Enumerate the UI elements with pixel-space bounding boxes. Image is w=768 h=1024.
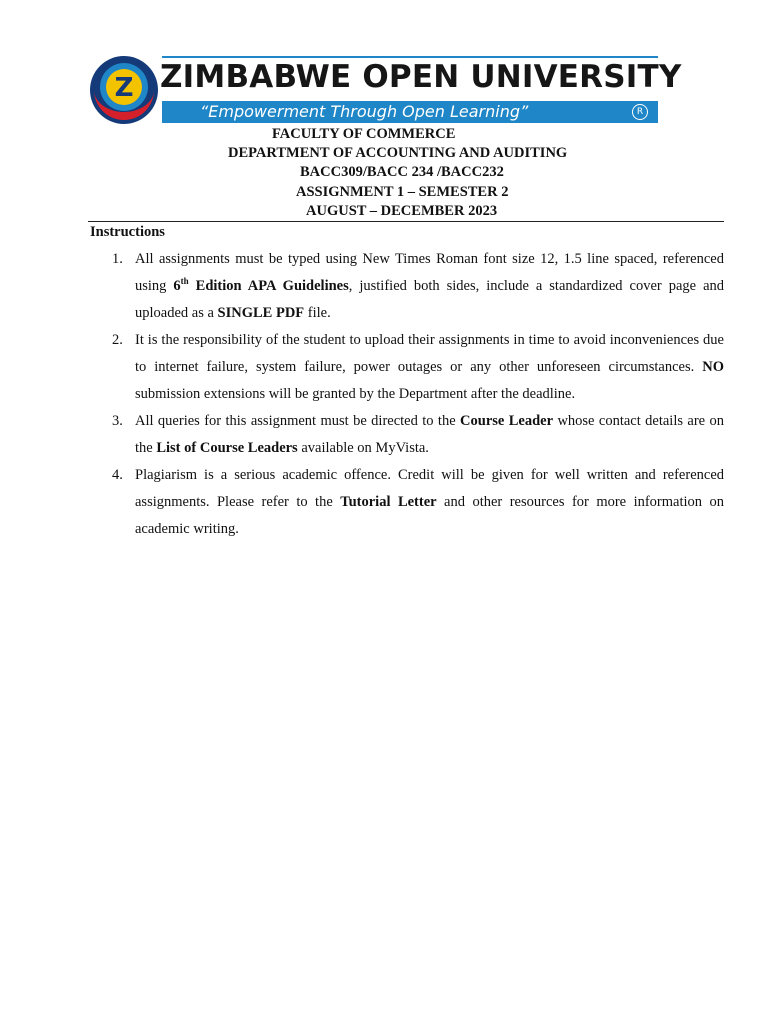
bold-run: SINGLE PDF [217, 305, 305, 321]
item-text [135, 327, 724, 408]
text-run: whose contact details are on the [135, 413, 724, 456]
course-codes: BACC309/BACC 234 /BACC232 [300, 164, 504, 180]
item-text [135, 246, 724, 327]
item-text [135, 462, 724, 543]
instructions-heading: Instructions [90, 224, 165, 240]
assignment-title: ASSIGNMENT 1 – SEMESTER 2 [296, 184, 509, 200]
text-run: submission extensions will be granted by the Department after the deadline. [135, 386, 576, 402]
superscript-run: th [180, 276, 189, 287]
logo-letter: Z [114, 73, 134, 103]
item-text [135, 408, 724, 462]
text-run: It is the responsibility of the student to upload their assignments in time to avoid inconveniences due to internet failure, system failure, power outages or any other unforeseen circumstances. [135, 332, 724, 375]
item-number: 3. [112, 413, 123, 429]
bold-run: Tutorial Letter [340, 494, 437, 510]
text-run: , justified both sides, include a standardized cover page and uploaded as a [135, 278, 724, 321]
list-item [88, 462, 724, 543]
item-number: 4. [112, 467, 123, 483]
text-run: available on MyVista. [297, 440, 429, 456]
item-number: 1. [112, 251, 123, 267]
bold-run: Edition APA Guidelines [188, 278, 349, 294]
university-logo-icon [88, 54, 160, 126]
header-divider [88, 221, 724, 222]
university-name: ZIMBABWE OPEN UNIVERSITY [160, 59, 682, 95]
registered-trademark-icon: R [632, 104, 648, 120]
faculty-title: FACULTY OF COMMERCE [272, 126, 456, 142]
bold-run: NO [702, 359, 724, 375]
university-logo-header [88, 54, 682, 126]
list-item [88, 408, 724, 462]
department-title: DEPARTMENT OF ACCOUNTING AND AUDITING [228, 145, 568, 161]
text-run: and other resources for more information on academic writing. [135, 494, 725, 537]
assignment-period: AUGUST – DECEMBER 2023 [306, 203, 498, 219]
item-number: 2. [112, 332, 123, 348]
university-motto: “Empowerment Through Open Learning” [200, 102, 529, 121]
list-item [88, 327, 724, 408]
bold-run: 6 [173, 278, 181, 294]
text-run: All assignments must be typed using New Times Roman font size 12, 1.5 line spaced, referenced using [135, 251, 724, 294]
text-run: All queries for this assignment must be directed to the [135, 413, 461, 429]
bold-run: List of Course Leaders [156, 440, 298, 456]
list-item [88, 246, 724, 327]
text-run: file. [304, 305, 331, 321]
instructions-list [88, 246, 724, 543]
motto-bar [162, 101, 658, 123]
text-run: Plagiarism is a serious academic offence. Credit will be given for well written and referenced assignments. Please refer to the [135, 467, 724, 510]
bold-run: Course Leader [460, 413, 554, 429]
